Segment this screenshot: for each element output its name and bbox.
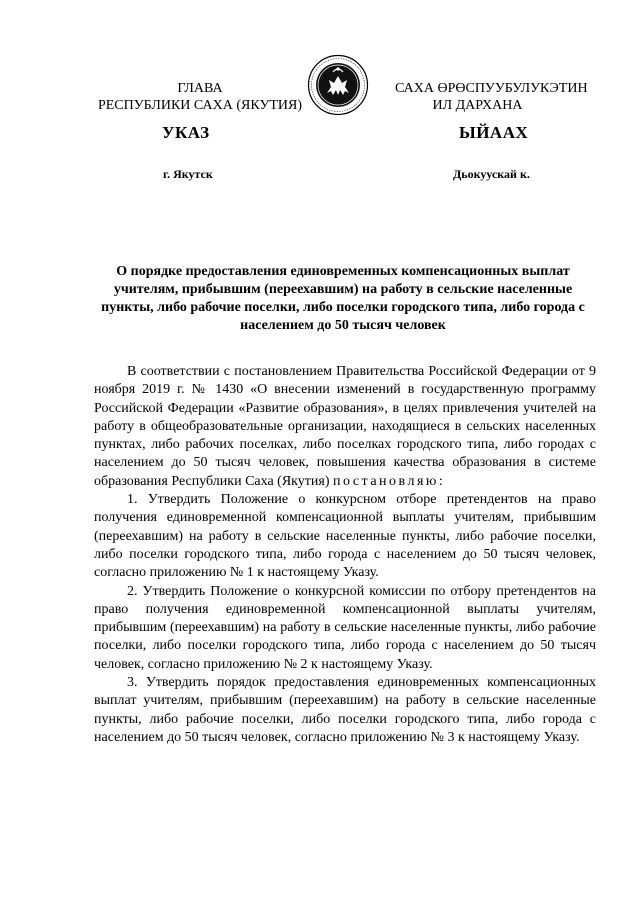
issuer-left [87, 80, 313, 114]
issuer-right-line2: ИЛ ДАРХАНА [432, 98, 523, 113]
decree-item-3: 3. Утвердить порядок предоставления единовременных компенсационных выплат учителям, прибывшим (переехавшим) на работу в сельские населенные пункты, либо рабочие поселки, либо поселки городского типа, либо города с населением до 50 тысяч человек, согласно приложению № 3 к настоящему Указу. [94, 675, 596, 745]
preamble-paragraph [94, 363, 596, 491]
doc-type-title-ru: УКАЗ [162, 123, 210, 142]
issuer-left-line1: ГЛАВА [177, 81, 223, 96]
decree-item-1: 1. Утвердить Положение о конкурсном отборе претендентов на право получения единовременной компенсационной выплаты учителям, прибывшим (переехавшим) на работу в сельские населенные пункты, либо рабочие поселки, либо поселки городского типа, либо города с населением до 50 тысяч человек, согласно приложению № 1 к настоящему Указу. [94, 492, 596, 581]
issuer-left-line2: РЕСПУБЛИКИ САХА (ЯКУТИЯ) [97, 98, 303, 113]
document-heading: О порядке предоставления единовременных компенсационных выплат учителям, прибывшим (переехавшим) на работу в сельские населенные пункты, либо рабочие поселки, либо поселки городского типа, либо города с населением до 50 тысяч человек [101, 264, 585, 333]
issuer-right [395, 80, 588, 114]
issuer-right-line1: САХА ӨРӨСПУУБУЛУКЭТИН [395, 81, 588, 96]
city-ru: г. Якутск [163, 167, 213, 181]
coat-of-arms-icon [307, 54, 369, 116]
document-body [94, 363, 596, 747]
city-sah: Дьокуускай к. [453, 167, 530, 181]
doc-type-title-sah: ЫЙААХ [459, 123, 529, 142]
preamble-keyword: постановляю: [332, 473, 446, 489]
decree-item-2: 2. Утвердить Положение о конкурсной комиссии по отбору претендентов на право получения единовременной компенсационной выплаты учителям, прибывшим (переехавшим) на работу в сельские населенные пункты, либо рабочие поселки, либо поселки городского типа, либо города с населением до 50 тысяч человек, согласно приложению № 2 к настоящему Указу. [94, 583, 596, 672]
preamble-text: В соответствии с постановлением Правительства Российской Федерации от 9 ноября 2019 г. № 1430 «О внесении изменений в государственную программу Российской Федерации «Развитие образования», в целях привлечения учителей на работу в общеобразовательные организации, находящиеся в сельских населенных пунктах, либо рабочих поселках, либо поселках городского типа, либо городах с населением до 50 тысяч человек, повышения качества образования в системе образования Республики Саха (Якутия) [94, 364, 596, 489]
